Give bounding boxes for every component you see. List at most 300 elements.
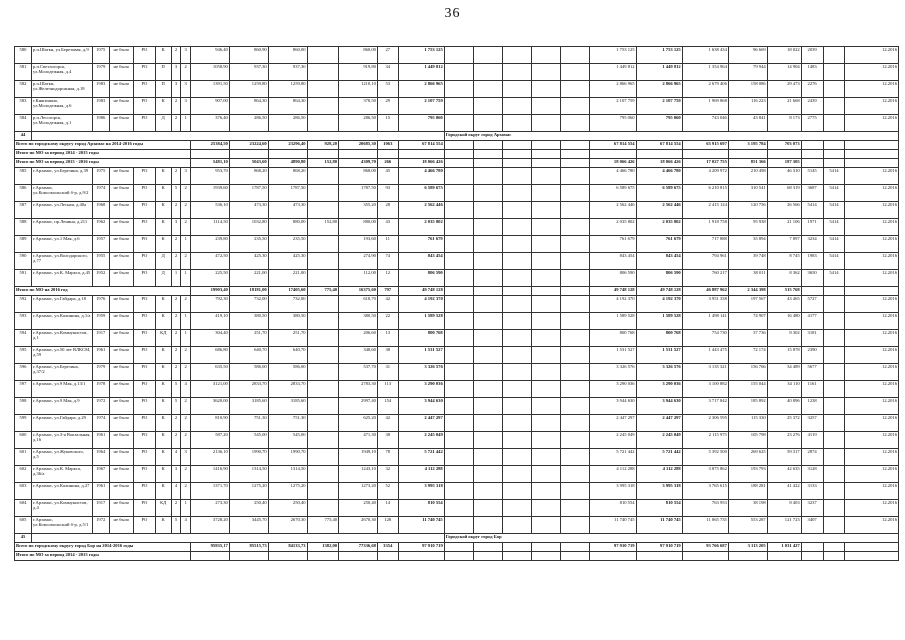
empty-cell bbox=[503, 150, 532, 159]
table-cell: р.п.Светлогорск, ул.Молодежная, д.4 bbox=[32, 64, 93, 81]
empty-cell bbox=[503, 313, 532, 330]
empty-cell bbox=[32, 132, 445, 141]
empty-cell bbox=[307, 398, 339, 415]
table-cell: 471,30 bbox=[339, 432, 378, 449]
empty-cell bbox=[823, 296, 845, 313]
empty-cell bbox=[590, 150, 636, 159]
table-cell: 3128 bbox=[801, 466, 823, 483]
table-cell: 2 035 802 bbox=[398, 219, 444, 236]
empty-cell bbox=[682, 552, 728, 561]
table-row bbox=[15, 483, 899, 500]
table-cell: 3 135 321 bbox=[682, 364, 728, 381]
table-cell: г.Княгинино, ул.Молодежная, д.6 bbox=[32, 98, 93, 115]
table-cell: 4890,80 bbox=[268, 159, 307, 168]
empty-cell bbox=[307, 483, 339, 500]
table-cell: 806 590 bbox=[636, 270, 682, 287]
table-cell: 536,10 bbox=[191, 202, 230, 219]
table-cell: 1983 bbox=[92, 81, 109, 98]
empty-cell bbox=[845, 150, 899, 159]
table-cell: г.Арзамас, ул.Гайдара, д.18 bbox=[32, 296, 93, 313]
table-cell: 843 454 bbox=[636, 253, 682, 270]
table-cell: 3185,60 bbox=[268, 398, 307, 415]
empty-cell bbox=[823, 98, 845, 115]
table-cell: 419,10 bbox=[191, 313, 230, 330]
table-cell: РО bbox=[133, 483, 155, 500]
table-cell: не было bbox=[109, 517, 133, 534]
empty-cell bbox=[307, 168, 339, 185]
table-cell: К bbox=[155, 483, 171, 500]
table-cell: г.Арзамас, ул.9 Мая, д.9 bbox=[32, 398, 93, 415]
table-cell: 2 bbox=[181, 364, 191, 381]
table-cell: 515 768 bbox=[767, 287, 801, 296]
table-cell: 2 bbox=[171, 115, 181, 132]
table-cell: К bbox=[155, 415, 171, 432]
table-cell: 743 046 bbox=[682, 115, 728, 132]
empty-cell bbox=[339, 150, 378, 159]
table-cell: 14 904 bbox=[767, 64, 801, 81]
table-cell: 11 065 735 bbox=[682, 517, 728, 534]
empty-cell bbox=[532, 432, 561, 449]
table-row bbox=[15, 466, 899, 483]
table-cell: 2 679 406 bbox=[682, 81, 728, 98]
table-cell: 12.2016 bbox=[845, 466, 899, 483]
empty-cell bbox=[473, 517, 502, 534]
empty-cell bbox=[532, 253, 561, 270]
empty-cell bbox=[532, 517, 561, 534]
empty-cell bbox=[561, 313, 590, 330]
empty-cell bbox=[307, 270, 339, 287]
table-cell: 46 310 bbox=[767, 168, 801, 185]
empty-cell bbox=[532, 270, 561, 287]
empty-cell bbox=[503, 296, 532, 313]
table-cell: 1063 bbox=[377, 141, 398, 150]
table-row bbox=[15, 115, 899, 132]
table-cell: 5 392 500 bbox=[682, 449, 728, 466]
empty-cell bbox=[532, 381, 561, 398]
table-cell: 310 541 bbox=[728, 185, 767, 202]
table-cell: 52 bbox=[377, 483, 398, 500]
table-cell: Городской округ город Арзамас bbox=[444, 132, 898, 141]
table-cell: 1483 bbox=[801, 64, 823, 81]
table-cell: 5481,10 bbox=[191, 159, 230, 168]
table-cell: 860,90 bbox=[229, 47, 268, 64]
table-cell: 605 bbox=[15, 517, 32, 534]
empty-cell bbox=[473, 168, 502, 185]
empty-cell bbox=[823, 398, 845, 415]
table-cell: 843 454 bbox=[590, 253, 636, 270]
table-cell: 376,40 bbox=[191, 115, 230, 132]
empty-cell bbox=[823, 141, 845, 150]
table-cell: г.Арзамас, ул.Березина, д.39 bbox=[32, 168, 93, 185]
empty-cell bbox=[823, 364, 845, 381]
table-cell: 1983 bbox=[92, 98, 109, 115]
empty-cell bbox=[307, 347, 339, 364]
table-cell: 112,00 bbox=[339, 270, 378, 287]
empty-cell bbox=[561, 500, 590, 517]
table-cell: 12.2016 bbox=[845, 347, 899, 364]
summary-row bbox=[15, 287, 899, 296]
table-cell: 250,40 bbox=[339, 500, 378, 517]
table-cell: 210 498 bbox=[728, 168, 767, 185]
table-cell: 1990,70 bbox=[268, 449, 307, 466]
table-cell: 1949,10 bbox=[339, 449, 378, 466]
table-cell: 537,70 bbox=[339, 364, 378, 381]
summary-row bbox=[15, 552, 899, 561]
table-cell: РО bbox=[133, 466, 155, 483]
empty-cell bbox=[473, 115, 502, 132]
table-cell: 3 326 576 bbox=[636, 364, 682, 381]
table-cell: 4 bbox=[171, 483, 181, 500]
table-cell: 250,40 bbox=[268, 500, 307, 517]
table-cell: 12.2016 bbox=[845, 202, 899, 219]
table-cell: 1 449 812 bbox=[590, 64, 636, 81]
table-cell: 221,00 bbox=[229, 270, 268, 287]
table-cell: 2670,30 bbox=[339, 517, 378, 534]
table-cell: г.Арзамас, ул.1 Мая, д.6 bbox=[32, 236, 93, 253]
empty-cell bbox=[561, 47, 590, 64]
table-row bbox=[15, 347, 899, 364]
empty-cell bbox=[823, 449, 845, 466]
table-cell: 806 590 bbox=[398, 270, 444, 287]
table-cell: РО bbox=[133, 115, 155, 132]
empty-cell bbox=[444, 449, 473, 466]
table-cell: 355,20 bbox=[339, 202, 378, 219]
empty-cell bbox=[473, 449, 502, 466]
empty-cell bbox=[473, 483, 502, 500]
empty-cell bbox=[307, 253, 339, 270]
table-cell: 29 473 bbox=[767, 81, 801, 98]
empty-cell bbox=[823, 64, 845, 81]
table-cell: 380,50 bbox=[339, 313, 378, 330]
empty-cell bbox=[503, 398, 532, 415]
table-cell: 2390 bbox=[801, 347, 823, 364]
empty-cell bbox=[561, 449, 590, 466]
table-cell: 3 bbox=[181, 98, 191, 115]
empty-cell bbox=[503, 415, 532, 432]
table-cell: 2 866 965 bbox=[636, 81, 682, 98]
empty-cell bbox=[532, 296, 561, 313]
table-row bbox=[15, 415, 899, 432]
empty-cell bbox=[444, 330, 473, 347]
empty-cell bbox=[823, 500, 845, 517]
empty-cell bbox=[561, 219, 590, 236]
empty-cell bbox=[377, 150, 398, 159]
table-cell: 2 447 297 bbox=[398, 415, 444, 432]
table-cell: 635,50 bbox=[191, 364, 230, 381]
table-cell: К bbox=[155, 364, 171, 381]
table-cell: 584 bbox=[15, 115, 32, 132]
table-cell: 1058,90 bbox=[191, 64, 230, 81]
table-cell: 23224,60 bbox=[229, 141, 268, 150]
table-cell: 751,30 bbox=[268, 415, 307, 432]
table-cell: 1 969 868 bbox=[682, 98, 728, 115]
table-cell: 686,80 bbox=[191, 347, 230, 364]
table-cell: 22 bbox=[377, 313, 398, 330]
table-row bbox=[15, 64, 899, 81]
empty-cell bbox=[801, 287, 823, 296]
table-cell: 1990,70 bbox=[229, 449, 268, 466]
empty-cell bbox=[473, 543, 502, 552]
empty-cell bbox=[473, 552, 502, 561]
table-cell: 2 bbox=[181, 253, 191, 270]
table-cell: 1972 bbox=[92, 517, 109, 534]
table-cell: 5 721 442 bbox=[590, 449, 636, 466]
table-cell: 1967 bbox=[92, 466, 109, 483]
table-cell: 851 366 bbox=[728, 159, 767, 168]
table-cell: 11 bbox=[377, 236, 398, 253]
table-cell: 4119 bbox=[801, 432, 823, 449]
table-cell: 594 bbox=[15, 330, 32, 347]
table-cell: 45 bbox=[377, 168, 398, 185]
empty-cell bbox=[503, 517, 532, 534]
table-cell: 1 589 528 bbox=[398, 313, 444, 330]
empty-cell bbox=[473, 313, 502, 330]
table-cell: 2 bbox=[181, 398, 191, 415]
empty-cell bbox=[561, 253, 590, 270]
table-cell: 3650 bbox=[801, 270, 823, 287]
table-cell: 12.2016 bbox=[845, 364, 899, 381]
table-cell: 1972 bbox=[92, 398, 109, 415]
table-cell: 34 bbox=[377, 64, 398, 81]
table-cell: 304,40 bbox=[191, 330, 230, 347]
empty-cell bbox=[444, 150, 473, 159]
table-cell: 4 bbox=[181, 517, 191, 534]
table-cell: 2 245 049 bbox=[636, 432, 682, 449]
table-cell: 806 590 bbox=[590, 270, 636, 287]
table-cell: РО bbox=[133, 185, 155, 202]
empty-cell bbox=[444, 81, 473, 98]
table-cell: 587 bbox=[15, 202, 32, 219]
table-cell: 221,00 bbox=[268, 270, 307, 287]
table-cell: 1978 bbox=[92, 381, 109, 398]
table-cell: 12.2016 bbox=[845, 517, 899, 534]
table-cell: 4 466 780 bbox=[398, 168, 444, 185]
empty-cell bbox=[532, 287, 561, 296]
table-cell: 1314,50 bbox=[268, 466, 307, 483]
table-cell: 152,80 bbox=[307, 219, 339, 236]
table-cell: 3185,60 bbox=[229, 398, 268, 415]
table-cell: РО bbox=[133, 381, 155, 398]
table-cell: 593 bbox=[15, 313, 32, 330]
table-cell: 2 bbox=[171, 347, 181, 364]
empty-cell bbox=[444, 185, 473, 202]
empty-cell bbox=[398, 150, 444, 159]
table-cell: 3728,20 bbox=[191, 517, 230, 534]
table-cell: 545,00 bbox=[229, 432, 268, 449]
table-cell: 880,00 bbox=[268, 219, 307, 236]
table-cell: 15 878 bbox=[767, 347, 801, 364]
table-cell: РО bbox=[133, 432, 155, 449]
table-cell: 235,50 bbox=[268, 236, 307, 253]
table-cell: 937,30 bbox=[229, 64, 268, 81]
table-cell: 23296,40 bbox=[268, 141, 307, 150]
table-cell: РО bbox=[133, 313, 155, 330]
table-cell: 2 bbox=[171, 202, 181, 219]
table-cell: К bbox=[155, 47, 171, 64]
table-cell: 864,30 bbox=[268, 98, 307, 115]
table-cell: 1273,20 bbox=[339, 483, 378, 500]
table-cell: КД bbox=[155, 500, 171, 517]
table-cell: 3354 bbox=[377, 543, 398, 552]
table-cell: 775,40 bbox=[307, 287, 339, 296]
table-cell: 868,20 bbox=[229, 168, 268, 185]
table-cell: 286,50 bbox=[268, 115, 307, 132]
table-row bbox=[15, 432, 899, 449]
table-cell: 12.2016 bbox=[845, 398, 899, 415]
table-cell: 775,40 bbox=[307, 517, 339, 534]
table-cell: не было bbox=[109, 313, 133, 330]
table-cell: 595 bbox=[15, 347, 32, 364]
table-cell: 121 723 bbox=[767, 517, 801, 534]
empty-cell bbox=[532, 483, 561, 500]
table-cell: РО bbox=[133, 449, 155, 466]
table-cell: 269 625 bbox=[728, 449, 767, 466]
table-cell: 1983 bbox=[801, 253, 823, 270]
table-row bbox=[15, 185, 899, 202]
table-cell: Городской округ город Бор bbox=[444, 534, 898, 543]
table-cell: 795 060 bbox=[636, 115, 682, 132]
table-cell: К bbox=[155, 313, 171, 330]
table-cell: 79 944 bbox=[728, 64, 767, 81]
table-cell: 3 995 318 bbox=[636, 483, 682, 500]
empty-cell bbox=[561, 296, 590, 313]
empty-cell bbox=[307, 185, 339, 202]
empty-cell bbox=[532, 168, 561, 185]
table-cell: 2 bbox=[171, 313, 181, 330]
table-cell: 3 995 318 bbox=[398, 483, 444, 500]
table-row bbox=[15, 81, 899, 98]
empty-cell bbox=[561, 98, 590, 115]
table-cell: 38 198 bbox=[728, 500, 767, 517]
table-cell: 18 066 426 bbox=[590, 159, 636, 168]
table-cell: 794 961 bbox=[682, 253, 728, 270]
table-cell: 937,30 bbox=[268, 64, 307, 81]
table-cell: 795 060 bbox=[398, 115, 444, 132]
table-cell: П bbox=[155, 81, 171, 98]
empty-cell bbox=[561, 398, 590, 415]
table-cell: 1 354 964 bbox=[682, 64, 728, 81]
table-cell: 425,30 bbox=[268, 253, 307, 270]
table-cell: 12.2016 bbox=[845, 253, 899, 270]
empty-cell bbox=[845, 543, 899, 552]
empty-cell bbox=[503, 270, 532, 287]
table-cell: 2 035 802 bbox=[590, 219, 636, 236]
table-cell: 5414 bbox=[823, 168, 845, 185]
empty-cell bbox=[444, 141, 473, 150]
empty-cell bbox=[561, 287, 590, 296]
empty-cell bbox=[307, 47, 339, 64]
table-cell: 8 302 bbox=[767, 330, 801, 347]
table-cell: 3 875 862 bbox=[682, 466, 728, 483]
table-cell: 2 bbox=[171, 47, 181, 64]
table-cell: 11 740 745 bbox=[590, 517, 636, 534]
table-cell: 1917 bbox=[92, 500, 109, 517]
table-cell: 12.2016 bbox=[845, 330, 899, 347]
table-cell: 21 668 bbox=[767, 98, 801, 115]
table-row bbox=[15, 253, 899, 270]
table-cell: 5414 bbox=[823, 270, 845, 287]
table-cell: 4 192 370 bbox=[398, 296, 444, 313]
table-cell: 604 bbox=[15, 500, 32, 517]
table-cell: 880,00 bbox=[339, 219, 378, 236]
table-cell: 919,80 bbox=[339, 64, 378, 81]
table-cell: К bbox=[155, 449, 171, 466]
empty-cell bbox=[532, 552, 561, 561]
table-row bbox=[15, 449, 899, 466]
table-cell: 3 717 842 bbox=[682, 398, 728, 415]
table-cell: 286,50 bbox=[339, 115, 378, 132]
table-cell: 928,20 bbox=[307, 141, 339, 150]
empty-cell bbox=[444, 552, 473, 561]
table-cell: 703 073 bbox=[767, 141, 801, 150]
table-cell: 1210,10 bbox=[339, 81, 378, 98]
table-cell: 2 447 297 bbox=[590, 415, 636, 432]
table-cell: 3 100 882 bbox=[682, 381, 728, 398]
table-cell: РО bbox=[133, 517, 155, 534]
table-cell: К bbox=[155, 236, 171, 253]
table-cell: 587,20 bbox=[191, 432, 230, 449]
table-cell: не было bbox=[109, 81, 133, 98]
table-cell: 20685,30 bbox=[339, 141, 378, 150]
empty-cell bbox=[444, 296, 473, 313]
table-cell: 600 bbox=[15, 432, 32, 449]
empty-cell bbox=[503, 219, 532, 236]
table-cell: 23 276 bbox=[767, 432, 801, 449]
table-cell: 754 730 bbox=[682, 330, 728, 347]
table-cell: 5414 bbox=[801, 202, 823, 219]
empty-cell bbox=[845, 552, 899, 561]
table-cell: 601 bbox=[15, 449, 32, 466]
empty-cell bbox=[444, 253, 473, 270]
table-cell: 348,60 bbox=[339, 347, 378, 364]
table-cell: 800 768 bbox=[590, 330, 636, 347]
table-cell: 84133,73 bbox=[268, 543, 307, 552]
table-cell: 250,40 bbox=[229, 500, 268, 517]
table-cell: 1917 bbox=[92, 330, 109, 347]
table-cell: 810,90 bbox=[191, 415, 230, 432]
table-cell: 2783,30 bbox=[339, 381, 378, 398]
table-row bbox=[15, 219, 899, 236]
empty-cell bbox=[444, 287, 473, 296]
table-cell: РО bbox=[133, 364, 155, 381]
table-cell: не было bbox=[109, 398, 133, 415]
empty-cell bbox=[532, 202, 561, 219]
empty-cell bbox=[503, 81, 532, 98]
table-cell: 810 554 bbox=[590, 500, 636, 517]
table-cell: 2 bbox=[171, 98, 181, 115]
table-cell: не было bbox=[109, 483, 133, 500]
table-cell: 95935,17 bbox=[191, 543, 230, 552]
table-cell: не было bbox=[109, 270, 133, 287]
table-cell: не было bbox=[109, 415, 133, 432]
empty-cell bbox=[636, 150, 682, 159]
table-cell: г.Арзамас, ул.Володарского, д.77 bbox=[32, 253, 93, 270]
table-cell: РО bbox=[133, 47, 155, 64]
table-cell: РО bbox=[133, 219, 155, 236]
empty-cell bbox=[473, 415, 502, 432]
table-cell: 3 765 615 bbox=[682, 483, 728, 500]
empty-cell bbox=[823, 466, 845, 483]
table-cell: 843 454 bbox=[398, 253, 444, 270]
table-cell: 11 740 745 bbox=[636, 517, 682, 534]
table-row bbox=[15, 330, 899, 347]
table-cell: 8 173 bbox=[767, 115, 801, 132]
empty-cell bbox=[561, 81, 590, 98]
table-cell: 12.2016 bbox=[845, 296, 899, 313]
table-cell: 1391,50 bbox=[191, 81, 230, 98]
table-cell: 591 bbox=[15, 270, 32, 287]
empty-cell bbox=[444, 64, 473, 81]
